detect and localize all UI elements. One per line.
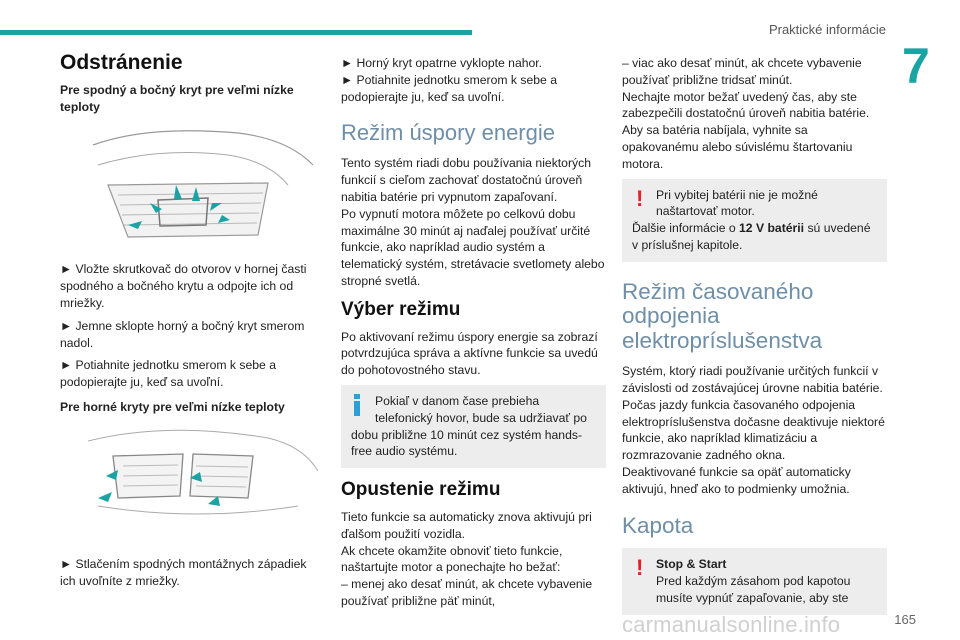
info-icon (354, 394, 360, 416)
column-2 (341, 55, 606, 616)
column-3 (622, 55, 887, 629)
warning-note-stop-start (622, 548, 887, 614)
warning-note-line1: Pri vybitej batérii nie je možné naštartovať motor. (656, 187, 818, 219)
step-1-2: ► Jemne sklopte horný a bočný kryt smerom nadol. (60, 318, 305, 350)
exit-mode-p1: Tieto funkcie sa automaticky znova aktivujú pri ďalšom použití vozidla. (341, 509, 592, 541)
step-top-1: ► Horný kryt opatrne vyklopte nahor. (341, 56, 543, 70)
subheading-upper-covers: Pre horné kryty pre veľmi nízke teploty (60, 399, 285, 414)
warning-icon: ! (636, 185, 644, 211)
warning-note2-text: Pred každým zásahom pod kapotou musíte vypnúť zapaľovanie, aby ste (656, 573, 851, 605)
col3-p1: – viac ako desať minút, ak chcete vybavenie používať približne tridsať minút. (622, 56, 862, 87)
warning-note-line2-bold: 12 V batérii (739, 221, 805, 236)
warning-note-line2 (632, 220, 877, 254)
timed-disconnect-p2: Počas jazdy funkcia časovaného odpojenia elektropríslušenstva dočasne deaktivuje niektoré funkcie, ako napríklad klimatizáciu a rozmrazovanie zadného okna. (622, 397, 885, 463)
heading-bonnet: Kapota (622, 512, 694, 538)
column-1 (60, 51, 325, 595)
heading-timed-disconnect: Režim časovaného odpojenia elektropríslušenstva (622, 278, 823, 353)
warning-note-battery (622, 179, 887, 262)
timed-disconnect-p3: Deaktivované funkcie sa opäť automaticky aktivujú, hneď ako to podmienky umožnia. (622, 465, 851, 496)
warning-icon-2: ! (636, 555, 644, 581)
car-front-lower-grille-image (88, 125, 318, 249)
col3-p2: Nechajte motor bežať uvedený čas, aby ste zabezpečili dostatočnú úroveň nabitia batérie. (622, 89, 870, 121)
heading-mode-selection: Výber režimu (341, 298, 461, 320)
step-2-1: ► Stlačením spodných montážnych západiek ich uvoľníte z mriežky. (60, 556, 307, 588)
warning-note2-title: Stop & Start (656, 557, 727, 572)
heading-exit-mode: Opustenie režimu (341, 479, 501, 501)
warning-note-line2-prefix: Ďalšie informácie o (632, 221, 740, 236)
subheading-lower-cover: Pre spodný a bočný kryt pre veľmi nízke teploty (60, 82, 294, 114)
info-note (341, 385, 606, 468)
car-front-upper-grille-image (88, 426, 318, 544)
mode-selection-p: Po aktivovaní režimu úspory energie sa zobrazí potvrdzujúca správa a aktívne funkcie sa uvedú do pohotovostného stavu. (341, 329, 598, 378)
heading-energy-saving: Režim úspory energie (341, 120, 555, 146)
col3-p3: Aby sa batéria nabíjala, vyhnite sa opakovanému alebo súvislému štartovaniu motora. (622, 123, 853, 171)
info-note-line1: Pokiaľ v danom čase prebieha telefonický hovor, bude sa udržiavať po (375, 393, 587, 425)
info-note-line2: dobu približne 10 minút cez systém hands-free audio systému. (351, 427, 583, 459)
header-title: Praktické informácie (768, 22, 886, 37)
energy-saving-p2: Po vypnutí motora môžete po celkovú dobu maximálne 30 minút aj naďalej používať určité funkcie, ako napríklad audio systém a telematický systém, stretávacie svetlomety alebo stropné svetlá. (341, 206, 605, 288)
chapter-number: 7 (902, 38, 930, 94)
header-accent-bar (0, 30, 472, 35)
timed-disconnect-p1: Systém, ktorý riadi používanie určitých funkcií v závislosti od zostávajúcej úrovne nabitia batérie. (622, 364, 883, 396)
watermark: carmanualsonline.info (622, 612, 841, 637)
warning-note-line2-suffix: sú uvedené v príslušnej kapitole. (632, 221, 871, 252)
heading-removal: Odstránenie (60, 51, 183, 74)
step-1-1: ► Vložte skrutkovač do otvorov v hornej časti spodného a bočného krytu a odpojte ich od mriežky. (60, 262, 307, 310)
energy-saving-p1: Tento systém riadi dobu používania niektorých funkcií s cieľom zachovať dostatočnú úroveň nabitia batérie pri vypnutom zapaľovaní. (341, 156, 591, 204)
exit-mode-p3: – menej ako desať minút, ak chcete vybavenie používať približne päť minút, (341, 577, 593, 608)
page-number: 165 (894, 612, 916, 627)
step-top-2: ► Potiahnite jednotku smerom k sebe a podopierajte ju, keď sa uvoľní. (341, 72, 557, 104)
exit-mode-p2: Ak chcete okamžite obnoviť tieto funkcie, naštartujte motor a ponechajte ho bežať: (341, 543, 563, 575)
step-1-3: ► Potiahnite jednotku smerom k sebe a podopierajte ju, keď sa uvoľní. (60, 358, 276, 390)
